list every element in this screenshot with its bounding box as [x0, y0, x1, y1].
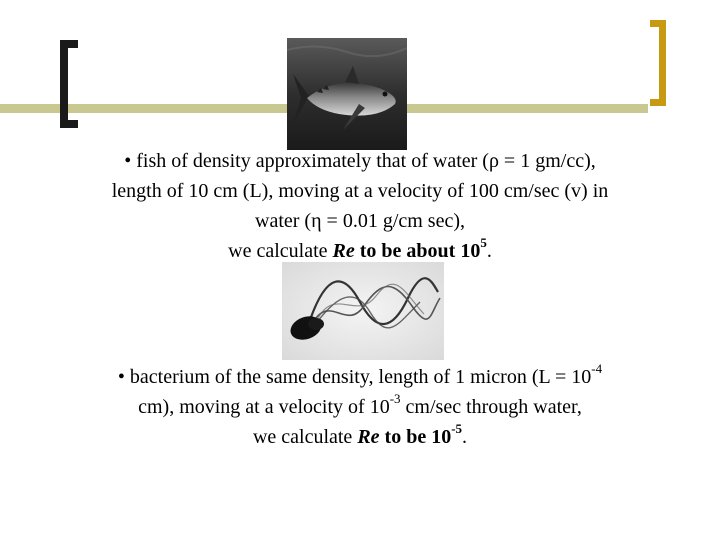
fish-line-4: we calculate Re to be about $10^5$. [228, 235, 492, 262]
reynolds-label: Re [357, 426, 380, 448]
fish-line-1: • fish of density approximately that of water (ρ = 1 gm/cc), [124, 150, 596, 172]
bacterium-line-2: cm), moving at a velocity of $10^{-3}$ cm/sec through water, [138, 391, 582, 418]
right-bracket-decoration [650, 20, 666, 106]
reynolds-label: Re [332, 240, 355, 262]
left-bracket-decoration [60, 40, 78, 128]
fish-line-3: water (η = 0.01 g/cm sec), [255, 210, 465, 232]
fish-line-2: length of 10 cm (L), moving at a velocity of 100 cm/sec (v) in [111, 180, 609, 202]
exponent: -5 [451, 421, 463, 437]
fish-paragraph [40, 146, 680, 266]
exponent: -4 [591, 361, 603, 377]
bacterium-paragraph [40, 362, 680, 452]
tuna-photo [287, 38, 407, 150]
exponent: -3 [389, 391, 401, 407]
bacterium-line-1: • bacterium of the same density, length of 1 micron ($L = 10^{-4}$ [117, 361, 603, 388]
bacterium-photo [282, 262, 444, 360]
bacterium-line-3: we calculate Re to be $10^{-5}$. [252, 421, 468, 448]
exponent: 5 [480, 235, 487, 251]
